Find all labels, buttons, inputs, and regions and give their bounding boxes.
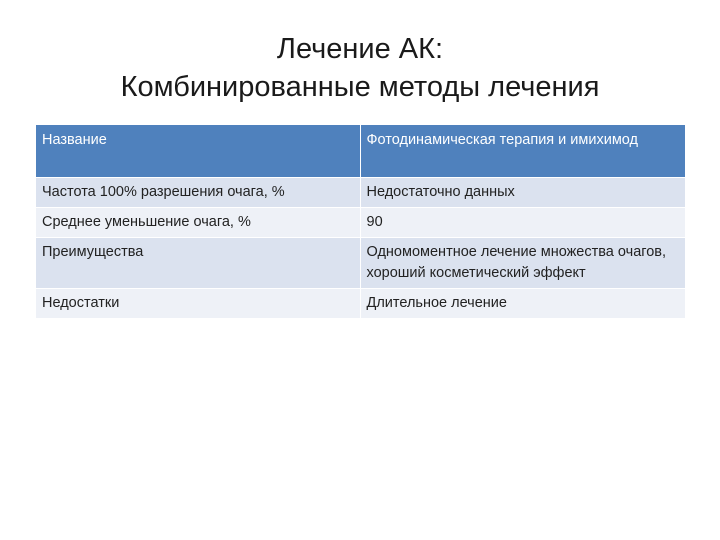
table-row <box>36 208 685 238</box>
row-value-cell: 90 <box>360 208 685 238</box>
row-value-cell: Недостаточно данных <box>360 178 685 208</box>
row-value-cell: Длительное лечение <box>360 289 685 319</box>
row-value-cell: Одномоментное лечение множества очагов, хороший косметический эффект <box>360 238 685 289</box>
slide-title-line-1: Лечение АК: <box>276 33 444 65</box>
row-label-cell: Частота 100% разрешения очага, % <box>36 178 360 208</box>
header-cell-name: Название <box>36 125 360 178</box>
row-label-cell: Недостатки <box>36 289 360 319</box>
table-row <box>36 238 685 289</box>
row-label-cell: Среднее уменьшение очага, % <box>36 208 360 238</box>
slide-title-line-2: Комбинированные методы лечения <box>120 71 600 103</box>
row-label-cell: Преимущества <box>36 238 360 289</box>
header-cell-method: Фотодинамическая терапия и имихимод <box>360 125 685 178</box>
table-row <box>36 178 685 208</box>
comparison-table <box>36 125 685 319</box>
slide-title <box>40 30 680 106</box>
table-header-row <box>36 125 685 178</box>
table-row <box>36 289 685 319</box>
